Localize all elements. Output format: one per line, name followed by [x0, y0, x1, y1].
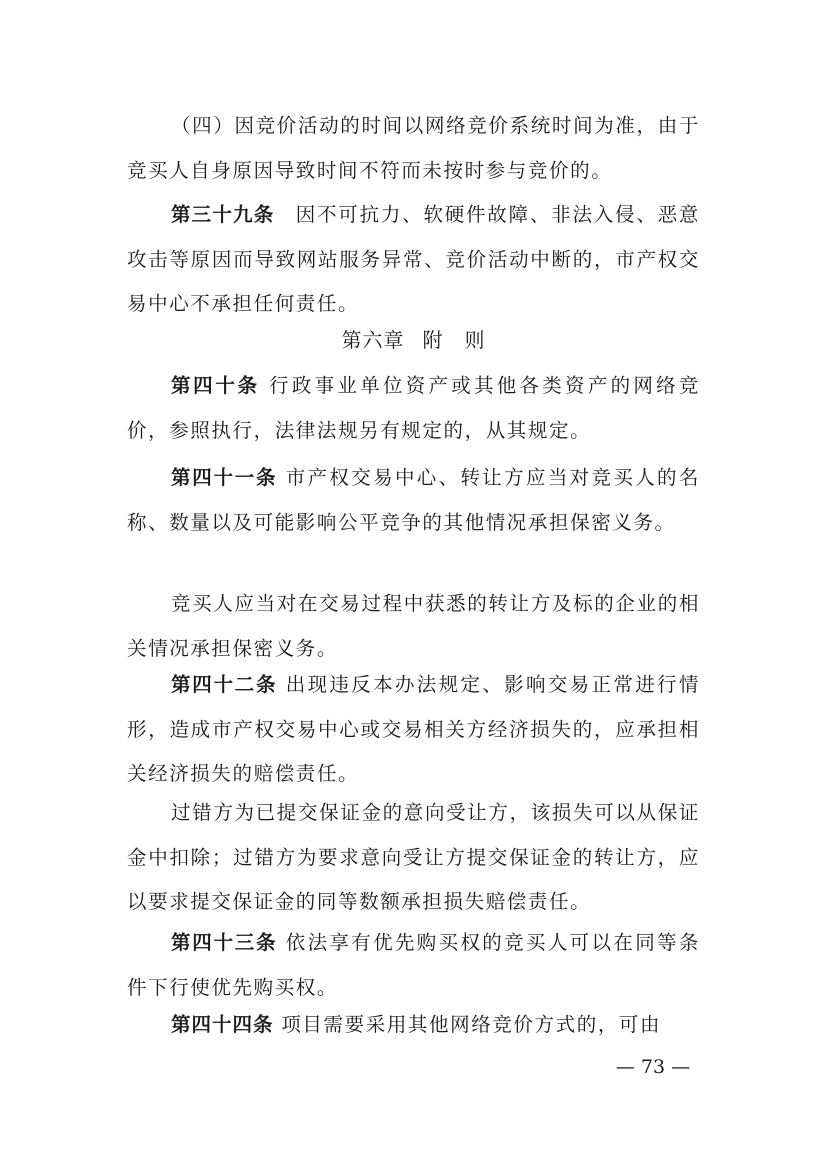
article-text: 依法享有优先购买权的竞买人可以在同等条件下行使优先购买权。 — [127, 931, 700, 999]
article-number: 第三十九条 — [171, 203, 275, 226]
paragraph-fault-party — [127, 791, 700, 925]
article-number: 第四十条 — [171, 374, 260, 397]
paragraph-item-4 — [127, 104, 700, 193]
article-39 — [127, 193, 700, 327]
article-number: 第四十四条 — [171, 1013, 274, 1036]
paragraph-text: （四）因竞价活动的时间以网络竞价系统时间为准，由于竞买人自身原因导致时间不符而未按时参与竞价的。 — [127, 114, 700, 182]
article-text: 行政事业单位资产或其他各类资产的网络竞价，参照执行，法律法规另有规定的，从其规定。 — [127, 374, 700, 442]
article-41 — [127, 456, 700, 545]
article-number: 第四十三条 — [171, 931, 278, 954]
chapter-number: 第六章 — [341, 328, 405, 352]
article-44 — [127, 1003, 700, 1048]
article-text: 因不可抗力、软硬件故障、非法入侵、恶意攻击等原因而导致网站服务异常、竞价活动中断的，市产权交易中心不承担任何责任。 — [127, 203, 700, 315]
article-number: 第四十一条 — [171, 466, 278, 489]
paragraph-text: 竞买人应当对在交易过程中获悉的转让方及标的企业的相关情况承担保密义务。 — [127, 592, 700, 660]
article-43 — [127, 921, 700, 1010]
article-text: 市产权交易中心、转让方应当对竞买人的名称、数量以及可能影响公平竞争的其他情况承担保密义务。 — [127, 466, 700, 534]
paragraph-confidentiality — [127, 582, 700, 671]
page-number: — 73 — — [615, 1056, 691, 1078]
paragraph-text: 过错方为已提交保证金的意向受让方，该损失可以从保证金中扣除；过错方为要求意向受让方提交保证金的转让方，应以要求提交保证金的同等数额承担损失赔偿责任。 — [127, 801, 700, 913]
article-text: 出现违反本办法规定、影响交易正常进行情形，造成市产权交易中心或交易相关方经济损失的，应承担相关经济损失的赔偿责任。 — [127, 673, 700, 785]
chapter-heading — [127, 322, 700, 358]
chapter-title: 附 则 — [422, 328, 486, 352]
article-text: 项目需要采用其他网络竞价方式的，可由 — [281, 1013, 662, 1036]
article-42 — [127, 663, 700, 797]
article-40 — [127, 364, 700, 453]
article-number: 第四十二条 — [171, 673, 278, 696]
